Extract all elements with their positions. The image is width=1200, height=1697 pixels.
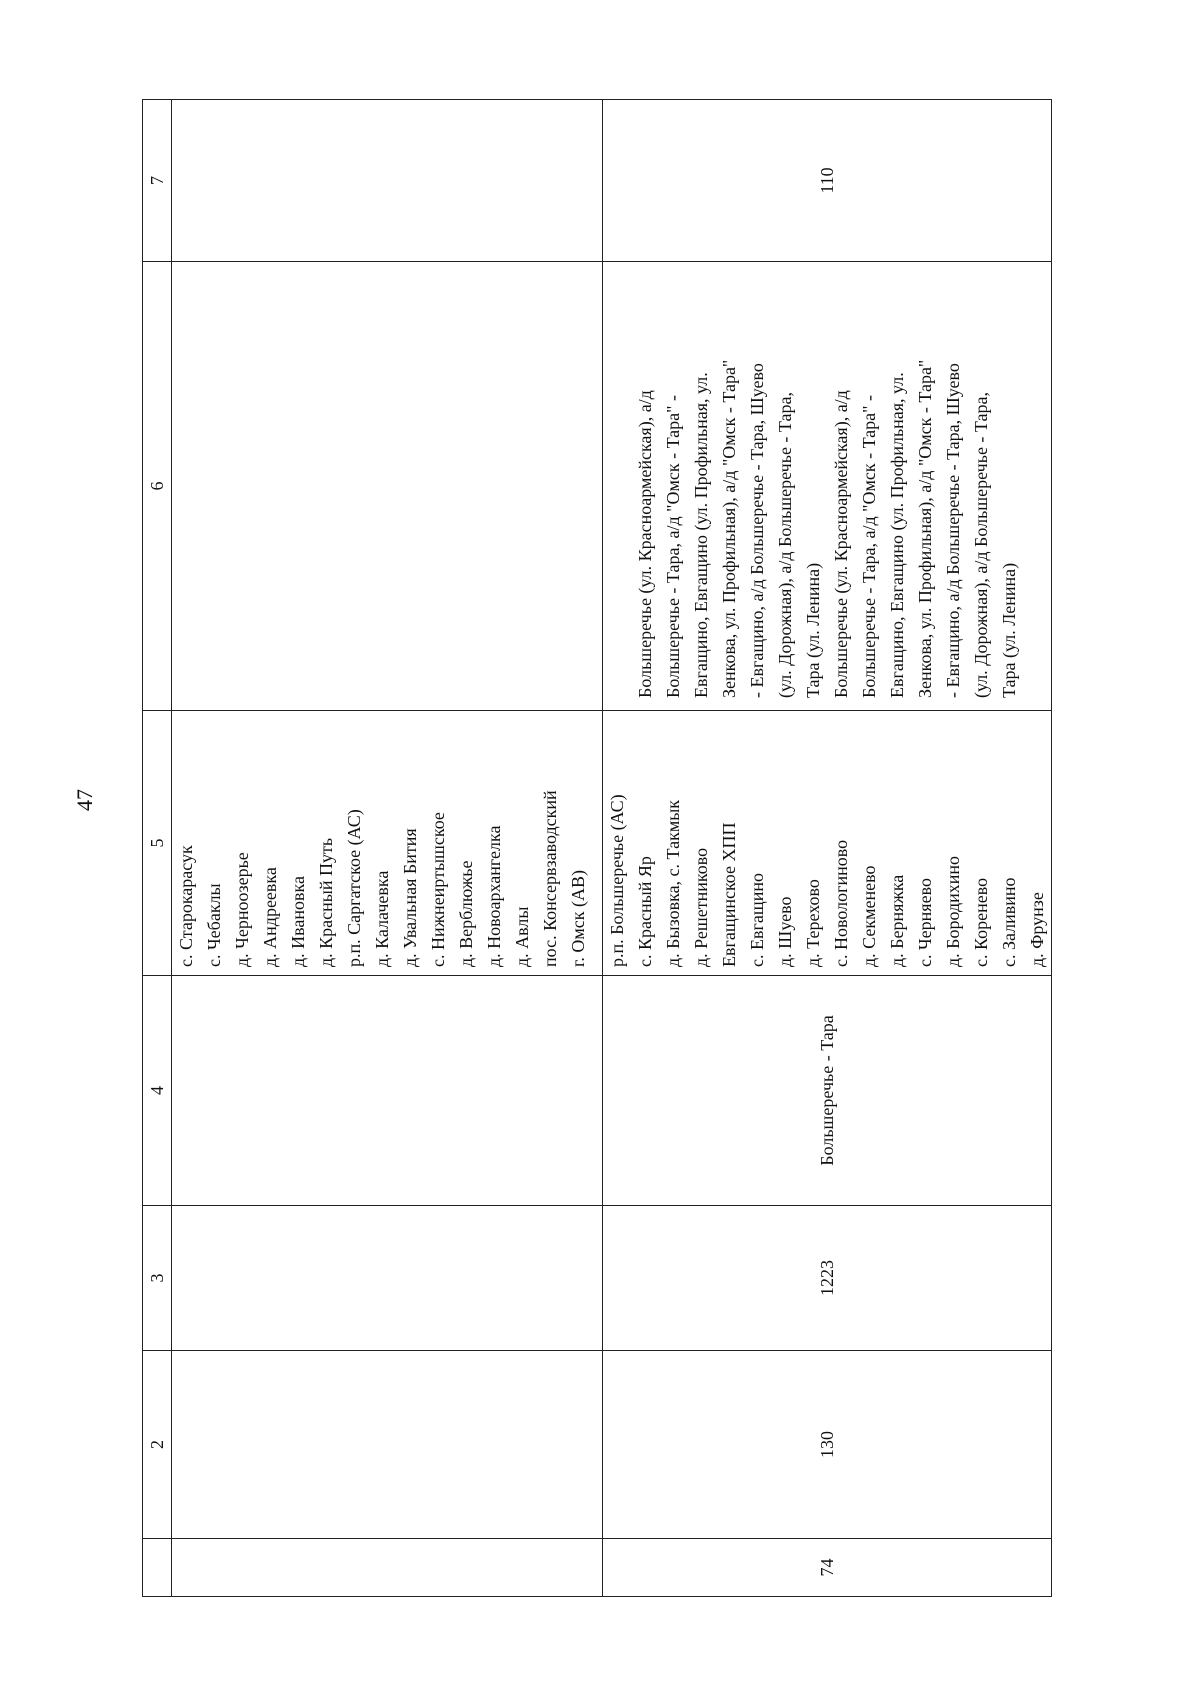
stop-item: с. Нижнеиртышское [428, 812, 448, 967]
route-line: Большеречье (ул. Красноармейская), а/д [635, 390, 655, 698]
stop-item: д. Калачевка [372, 870, 392, 967]
stop-item: с. Красный Яр [635, 856, 655, 967]
stop-item: д. Ивановка [288, 875, 308, 967]
route-line: Большеречье - Тара, а/д "Омск - Тара" - [859, 395, 879, 698]
header-cell-3: 3 [143, 1206, 172, 1351]
stop-item: д. Секменево [859, 865, 879, 967]
stop-item: с. Заливино [999, 877, 1019, 967]
route-line: Евгащино, Евгащино (ул. Профильная, ул. [691, 372, 711, 698]
rotated-table-wrapper [142, 100, 1048, 1597]
stop-item: р.п. Большеречье (АС) [607, 794, 627, 967]
route-line: Большеречье (ул. Красноармейская), а/д [831, 390, 851, 698]
cell-num [172, 1539, 603, 1597]
cell-col7: 110 [603, 100, 1052, 262]
route-description [631, 262, 1023, 710]
route-line: (ул. Дорожная), а/д Большеречье - Тара, [971, 392, 991, 698]
stop-item: д. Верблюжье [456, 860, 476, 967]
stop-item: д. Берняжка [887, 874, 907, 967]
stop-item: с. Коренево [971, 877, 991, 967]
route-line: Зенкова, ул. Профильная), а/д "Омск - Тара" [719, 359, 739, 698]
route-line: Зенкова, ул. Профильная), а/д "Омск - Тара" [915, 359, 935, 698]
stop-item: д. Бызовка, с. Такмык [663, 799, 683, 967]
cell-col7 [172, 100, 603, 262]
stop-item: д. Андреевка [260, 867, 280, 967]
stop-item: д. Бородихино [943, 855, 963, 967]
stop-item: д. Фрунзе [1027, 892, 1047, 967]
cell-stops [172, 711, 603, 976]
route-line: - Евгащино, а/д Большеречье - Тара, Шуево [943, 363, 963, 698]
stop-item: Евгащинское ХПП [719, 822, 739, 967]
stop-item: с. Евгащино [747, 873, 767, 967]
routes-table [142, 99, 1052, 1597]
stop-item: г. Омск (АВ) [568, 870, 588, 967]
cell-col4: Большеречье - Тара [603, 976, 1052, 1206]
header-cell-7: 7 [143, 100, 172, 262]
table-row-74 [603, 100, 1052, 1597]
stop-item: с. Чебаклы [204, 883, 224, 967]
header-cell-2: 2 [143, 1351, 172, 1539]
cell-col3 [172, 1206, 603, 1351]
route-line: Тара (ул. Ленина) [803, 562, 823, 698]
stop-item: с. Новологиново [831, 839, 851, 967]
cell-route [172, 262, 603, 711]
stop-item: д. Шуево [775, 896, 795, 967]
cell-num: 74 [603, 1539, 1052, 1597]
stop-item: с. Черняево [915, 878, 935, 967]
stop-item: д. Терехово [803, 879, 823, 967]
stops-list [172, 711, 592, 975]
stop-item: д. Черноозерье [232, 852, 252, 967]
route-line: Тара (ул. Ленина) [999, 562, 1019, 698]
route-line: Большеречье - Тара, а/д "Омск - Тара" - [663, 395, 683, 698]
stop-item: д. Авлы [512, 906, 532, 967]
page-number: 47 [72, 789, 97, 811]
cell-col2 [172, 1351, 603, 1539]
cell-col2: 130 [603, 1351, 1052, 1539]
cell-stops [603, 711, 1052, 976]
cell-col4 [172, 976, 603, 1206]
header-cell-1 [143, 1539, 172, 1597]
header-cell-6: 6 [143, 262, 172, 711]
route-line: (ул. Дорожная), а/д Большеречье - Тара, [775, 392, 795, 698]
route-line: Евгащино, Евгащино (ул. Профильная, ул. [887, 372, 907, 698]
header-cell-5: 5 [143, 711, 172, 976]
cell-route [603, 262, 1052, 711]
stop-item: д. Решетниково [691, 847, 711, 967]
stop-item: д. Новоархангелка [484, 825, 504, 967]
stops-list [603, 711, 1051, 975]
stop-item: с. Старокарасук [176, 845, 196, 967]
route-line: - Евгащино, а/д Большеречье - Тара, Шуево [747, 363, 767, 698]
stop-item: д. Красный Путь [316, 837, 336, 967]
header-cell-4: 4 [143, 976, 172, 1206]
cell-col3: 1223 [603, 1206, 1052, 1351]
header-row [143, 100, 172, 1597]
stop-item: р.п. Саргатское (АС) [344, 809, 364, 967]
stop-item: д. Увальная Бития [400, 828, 420, 967]
stop-item: пос. Консервзаводский [540, 790, 560, 967]
table-row-continuation [172, 100, 603, 1597]
